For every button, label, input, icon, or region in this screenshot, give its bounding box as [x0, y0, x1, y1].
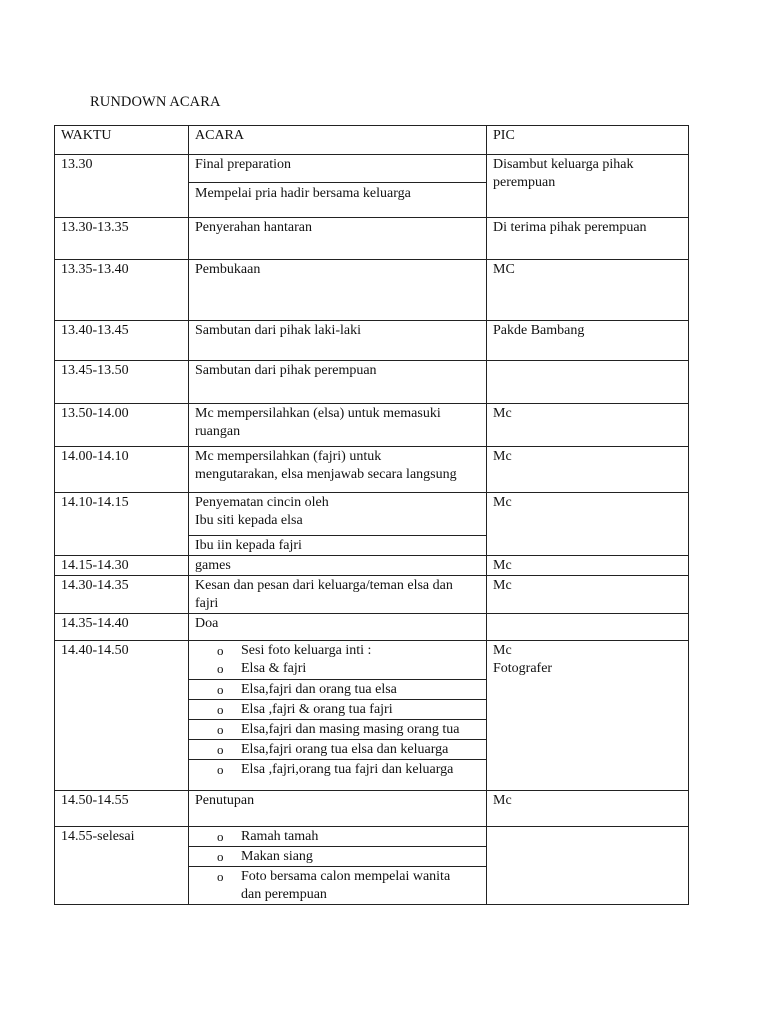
event-cell [189, 404, 487, 447]
list-item: o Foto bersama calon mempelai wanita dan perempuan [217, 869, 451, 902]
time-cell: 14.15-14.30 [55, 556, 189, 576]
event-cell: Sambutan dari pihak perempuan [189, 361, 487, 404]
bullet-list [195, 848, 480, 866]
event-cell: Doa [189, 614, 487, 641]
list-item: o Sesi foto keluarga inti : [217, 643, 372, 658]
event-cell: Final preparation [189, 155, 487, 183]
pic-cell: Pakde Bambang [487, 321, 689, 361]
table-row [55, 556, 689, 576]
table-row [55, 218, 689, 260]
bullet-list [195, 721, 480, 739]
table-row [55, 321, 689, 361]
time-cell: 13.35-13.40 [55, 260, 189, 321]
event-cell: Pembukaan [189, 260, 487, 321]
pic-cell: Mc [487, 791, 689, 827]
list-item: o Elsa,fajri orang tua elsa dan keluarga [217, 742, 449, 757]
bullet-icon: o [217, 742, 224, 757]
list-item: o Elsa ,fajri & orang tua fajri [217, 702, 393, 717]
time-cell: 13.40-13.45 [55, 321, 189, 361]
time-cell: 14.10-14.15 [55, 493, 189, 556]
pic-cell [487, 641, 689, 791]
event-cell [189, 700, 487, 720]
event-line: Penyematan cincin oleh [195, 495, 329, 510]
time-cell: 13.30-13.35 [55, 218, 189, 260]
pic-cell [487, 614, 689, 641]
bullet-list [195, 761, 480, 779]
time-cell: 14.35-14.40 [55, 614, 189, 641]
event-line: Mc mempersilahkan (elsa) untuk memasuki [195, 406, 441, 421]
list-item: o Elsa,fajri dan orang tua elsa [217, 682, 397, 697]
event-cell [189, 641, 487, 680]
pic-cell: Di terima pihak perempuan [487, 218, 689, 260]
table-row [55, 260, 689, 321]
table-row [55, 576, 689, 614]
bullet-icon: o [217, 702, 224, 717]
list-item: o Elsa ,fajri,orang tua fajri dan keluarga [217, 762, 454, 777]
bullet-icon: o [217, 643, 224, 658]
pic-cell [487, 155, 689, 218]
header-event: ACARA [189, 126, 487, 155]
time-cell: 13.45-13.50 [55, 361, 189, 404]
time-cell: 14.50-14.55 [55, 791, 189, 827]
event-line: Ibu siti kepada elsa [195, 513, 303, 528]
event-cell [189, 576, 487, 614]
table-row [55, 827, 689, 847]
event-line: ruangan [195, 424, 241, 439]
pic-cell: Mc [487, 404, 689, 447]
pic-line: Disambut keluarga pihak [493, 157, 634, 172]
bullet-icon: o [217, 722, 224, 737]
time-cell: 13.30 [55, 155, 189, 218]
event-cell: Penutupan [189, 791, 487, 827]
rundown-table [54, 125, 689, 905]
event-cell [189, 740, 487, 760]
list-item: o Elsa,fajri dan masing masing orang tua [217, 722, 460, 737]
event-cell [189, 760, 487, 791]
pic-cell [487, 361, 689, 404]
table-row [55, 791, 689, 827]
event-cell [189, 827, 487, 847]
document-title: RUNDOWN ACARA [90, 94, 221, 110]
bullet-icon: o [217, 829, 224, 844]
bullet-list [195, 642, 480, 678]
event-cell: Ibu iin kepada fajri [189, 536, 487, 556]
header-time: WAKTU [55, 126, 189, 155]
bullet-list [195, 828, 480, 846]
list-item: o Elsa & fajri [217, 661, 307, 676]
bullet-list [195, 868, 480, 904]
table-row [55, 493, 689, 536]
table-row [55, 641, 689, 680]
event-line: mengutarakan, elsa menjawab secara langsung [195, 467, 457, 482]
pic-cell [487, 827, 689, 905]
event-cell [189, 680, 487, 700]
event-cell [189, 720, 487, 740]
event-line: Kesan dan pesan dari keluarga/teman elsa dan [195, 578, 453, 593]
time-cell: 14.55-selesai [55, 827, 189, 905]
pic-cell: Mc [487, 576, 689, 614]
event-cell: games [189, 556, 487, 576]
table-row [55, 614, 689, 641]
bullet-icon: o [217, 869, 224, 884]
event-cell: Mempelai pria hadir bersama keluarga [189, 183, 487, 218]
event-cell [189, 447, 487, 493]
pic-cell: Mc [487, 447, 689, 493]
event-line: Mc mempersilahkan (fajri) untuk [195, 449, 382, 464]
pic-line: perempuan [493, 175, 556, 190]
event-line: fajri [195, 596, 219, 611]
pic-cell: Mc [487, 556, 689, 576]
list-item: o Ramah tamah [217, 829, 319, 844]
bullet-list [195, 741, 480, 759]
pic-line: Fotografer [493, 661, 553, 676]
pic-line: Mc [493, 643, 512, 658]
bullet-list [195, 681, 480, 699]
table-row [55, 404, 689, 447]
time-cell: 14.30-14.35 [55, 576, 189, 614]
table-row [55, 155, 689, 183]
table-row [55, 361, 689, 404]
event-cell: Penyerahan hantaran [189, 218, 487, 260]
event-cell [189, 847, 487, 867]
event-cell [189, 493, 487, 536]
bullet-icon: o [217, 849, 224, 864]
table-header-row [55, 126, 689, 155]
header-pic: PIC [487, 126, 689, 155]
time-cell: 14.00-14.10 [55, 447, 189, 493]
table-row [55, 447, 689, 493]
bullet-icon: o [217, 661, 224, 676]
list-item: o Makan siang [217, 849, 313, 864]
pic-cell: Mc [487, 493, 689, 556]
bullet-icon: o [217, 762, 224, 777]
pic-cell: MC [487, 260, 689, 321]
event-cell [189, 867, 487, 905]
bullet-list [195, 701, 480, 719]
time-cell: 13.50-14.00 [55, 404, 189, 447]
event-cell: Sambutan dari pihak laki-laki [189, 321, 487, 361]
time-cell: 14.40-14.50 [55, 641, 189, 791]
bullet-icon: o [217, 682, 224, 697]
